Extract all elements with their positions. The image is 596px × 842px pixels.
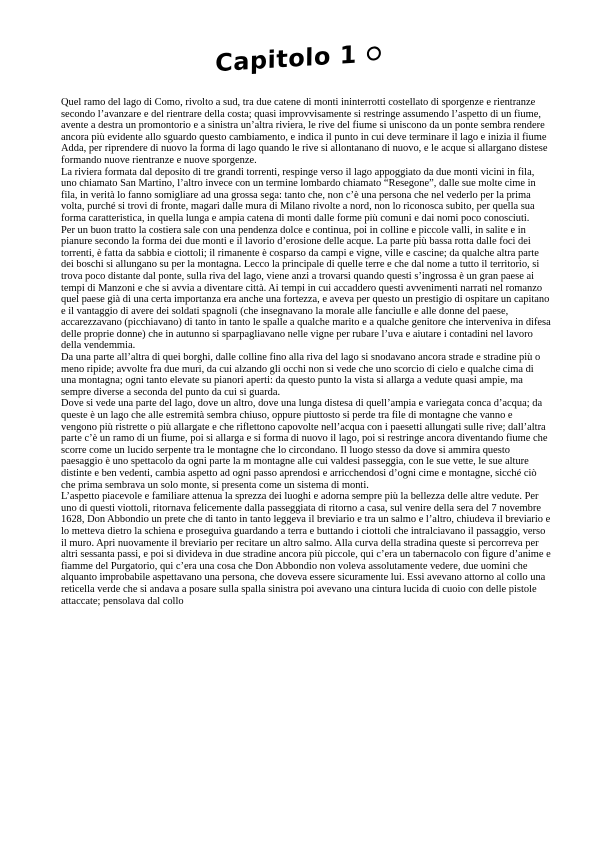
paragraph: Da una parte all’altra di quei borghi, dalle colline fino alla riva del lago si snodavano ancora strade e stradine più o meno ripide; avvolte fra due muri, da cui alzando gli occhi non si vede che uno scorcio di cielo e qualche cima di una montagna; ogni tanto elevate su pianori aperti: da questo punto la vista si allarga a vedute quasi ampie, ma sempre diverse a seconda del punto da cui si guarda. [61, 352, 541, 398]
paragraph: La riviera formata dal deposito di tre grandi torrenti, respinge verso il lago appoggiato da due monti vicini in fila, uno chiamato San Martino, l’altro invece con un termine lombardo chiamato “Resegone”, dalle sue molte cime in fila, in verità lo fanno somigliare ad una grossa sega: tanto che, non c’è una persona che nel vederlo per la prima volta, purché si trovi di fronte, magari dalle mura di Milano rivolte a nord, non lo riconosca subito, per quella sua forma caratteristica, in quella lunga e ampia catena di monti dalle forme più comuni e dai nomi poco conosciuti. [61, 166, 536, 224]
chapter-title [0, 26, 595, 90]
paragraph: Dove si vede una parte del lago, dove un altro, dove una lunga distesa di quell’ampia e variegata conca d’acqua; da queste è un lago che alle estremità sembra chiuso, oppure piuttosto si perde tra file di montagne che vanno e vengono più ristrette o più allargate e che riflettono capovolte nell’acqua con i paesetti allungati sulle rive; dall’altra parte c’è un ramo di un fiume, poi si allarga e si forma di nuovo il lago, poi si restringe ancora diventando fiume che scorre come un lucido serpente tra le montagne che lo circondano. Il luogo stesso da dove si ammira questo paesaggio è uno spettacolo da ogni parte la m montagne alle cui valdesi passeggia, con le sue vette, le sue alture distinte e ben vedenti, cambia aspetto ad ogni passo aprendosi e arricchendosi d’ogni cime e montagne, sicché ciò che prima sembrava un solo monte, si presenta come un sistema di monti. [61, 398, 548, 491]
paragraph: Quel ramo del lago di Como, rivolto a sud, tra due catene di monti ininterrotti costellato di sporgenze e rientranze secondo l’avanzare e del rientrare della costa; quasi improvvisamente si restringe assumendo l’aspetto di un fiume, avente a destra un promontorio e a sinistra un’altra riviera, le rive del fiume si uniscono da un ponte sembra rendere ancora più evidente allo sguardo questo cambiamento, e indica il punto in cui deve terminare il lago e inizia il fiume Adda, per riprendere di nuovo la forma di lago quando le rive si allontanano di nuovo, e le acque si allargano distese formando nuove rientranze e nuove sporgenze. [61, 97, 548, 166]
chapter-body [61, 97, 551, 607]
circle-ornament-icon [367, 46, 381, 61]
paragraph: Per un buon tratto la costiera sale con una pendenza dolce e continua, poi in colline e piccole valli, in salite e in pianure secondo la forma dei due monti e il lavorio d’erosione delle acque. La parte più bassa rotta dalle foci dei torrenti, è fatta da sabbia e ciottoli; il rimanente è cosparso da campi e vigne, ville e cascine; da qualche altra parte dei boschi si allungano su per la montagna. Lecco la principale di quelle terre e che dal nome a tutto il territorio, si trova poco distante dal ponte, sulla riva del lago, viene anzi a trovarsi quando questi s’ingrossa è un gran paese ai tempi di Manzoni e che si avvia a diventare città. Ai tempi in cui accaddero questi avvenimenti narrati nel romanzo quel paese già di una certa importanza era anche una fortezza, e aveva per questo un prestigio di ospitare un capitano e il vantaggio di avere dei soldati spagnoli (che insegnavano la morale alle fanciulle e alle donne del paese, accarezzavano (picchiavano) di tanto in tanto le spalle a qualche marito e a qualche genitore che interveniva in difesa delle proprie donne) che in autunno si sparpagliavano nelle vigne per rubare l’uva e aiutare i contadini nel lavoro della vendemmia. [61, 224, 551, 352]
paragraph: L’aspetto piacevole e familiare attenua la sprezza dei luoghi e adorna sempre più la bellezza delle altre vedute. Per uno di questi viottoli, ritornava felicemente dalla passeggiata di ritorno a casa, sul venire della sera del 7 novembre 1628, Don Abbondio un prete che di tanto in tanto leggeva il breviario e tra un salmo e l’altro, chiudeva il breviario e lo metteva dietro la schiena e proseguiva guardando a terra e buttando i ciottoli che intralciavano il passaggio, verso il muro. Apri nuovamente il breviario per recitare un altro salmo. Alla curva della stradina queste si percorreva per altri sessanta passi, e poi si divideva in due stradine ancora più piccole, qui c’era un tabernacolo con figure d’anime e fiamme del Purgatorio, qui c’era una cosa che Don Abbondio non voleva assolutamente vedere, due uomini che alquanto improbabile aspettavano una persona, che doveva essere sicuramente lui. Essi avevano attorno al collo una reticella verde che si andava a posare sulla spalla sinistra poi avevano una cintura lucida di cuoio con delle pistole attaccate; pensolava dal collo [61, 491, 551, 607]
chapter-title-text: Capitolo 1 [215, 40, 358, 78]
